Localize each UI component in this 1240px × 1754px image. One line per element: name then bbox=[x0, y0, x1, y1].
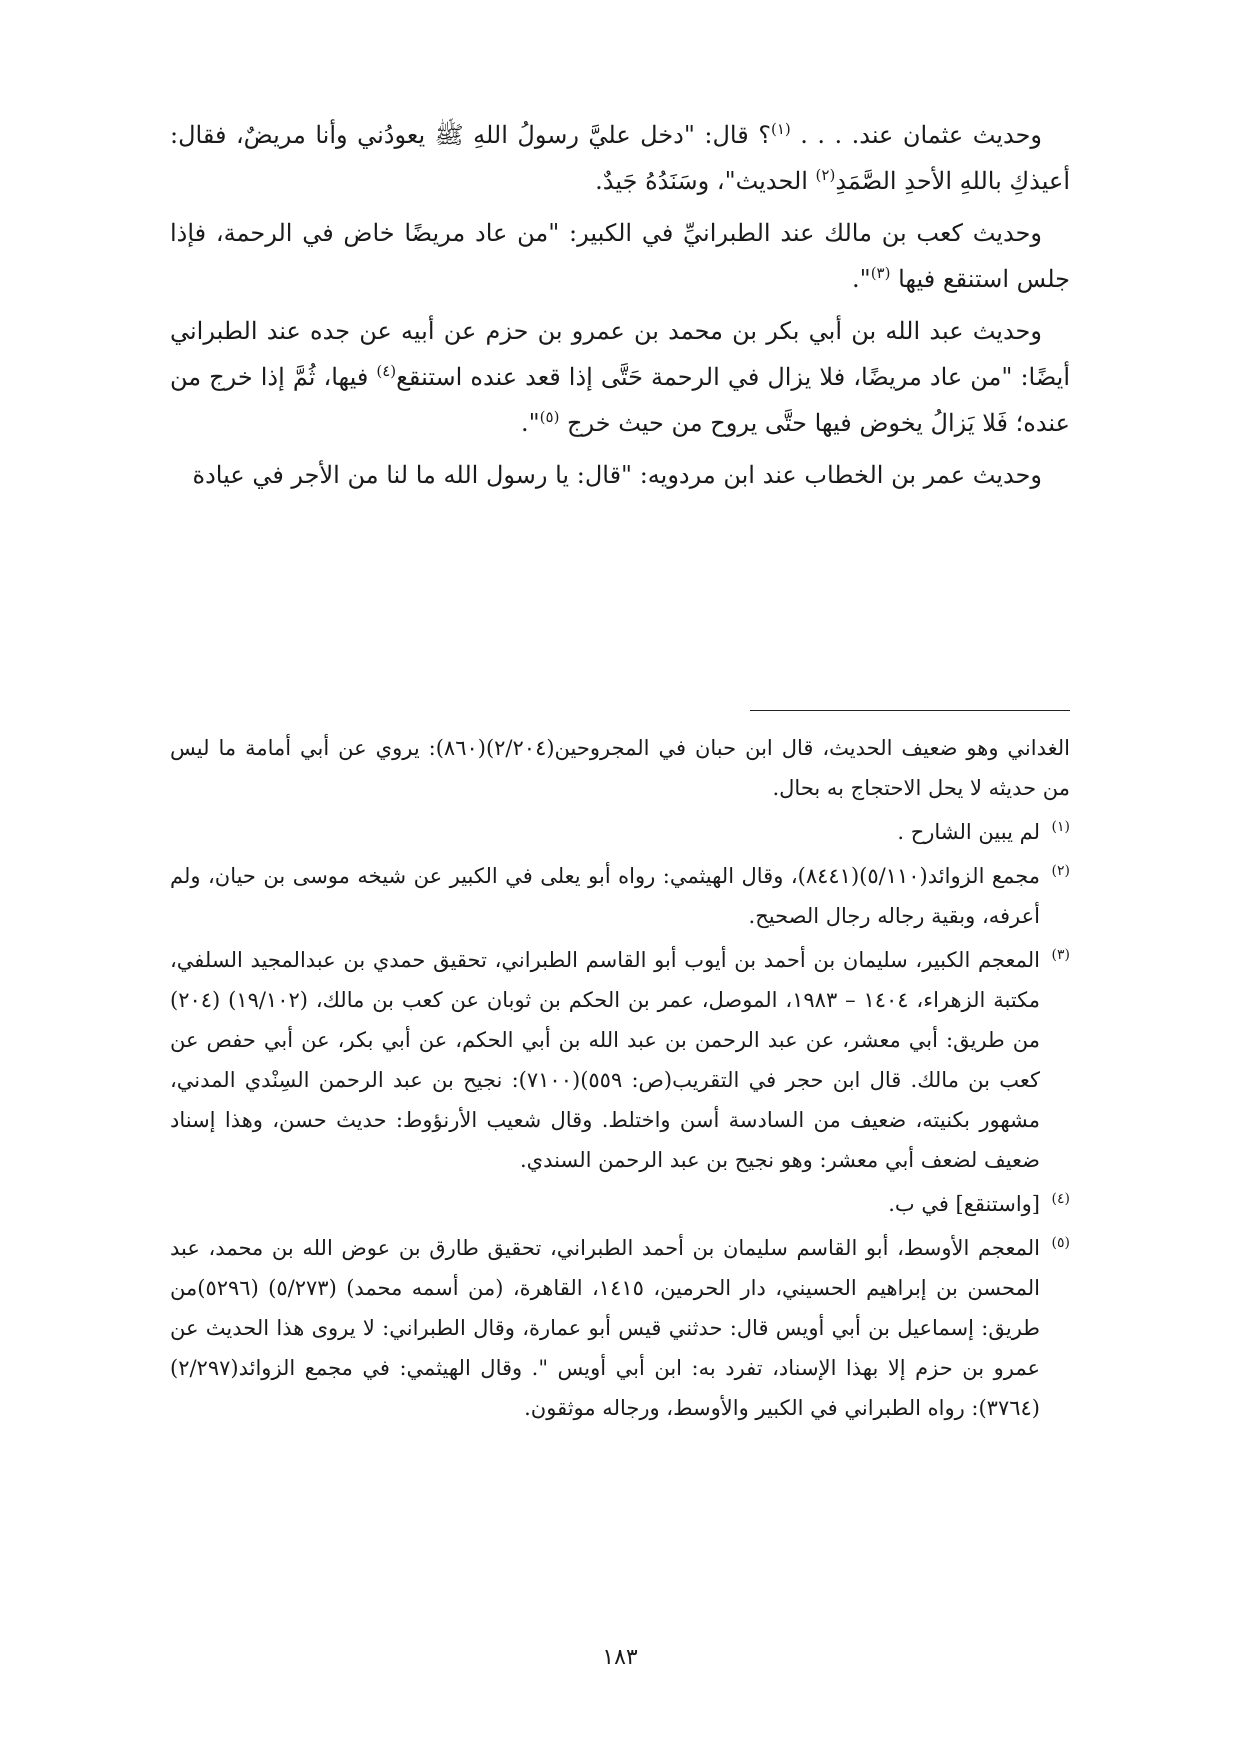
footnote-text: [واستنقع] في ب. bbox=[888, 1192, 1040, 1216]
footnote-2 bbox=[170, 856, 1070, 936]
footnote-3 bbox=[170, 940, 1070, 1180]
footnote-continuation: الغداني وهو ضعيف الحديث، قال ابن حبان في المجروحين(٢/٢٠٤)(٨٦٠): يروي عن أبي أمامة ما ليس من حديثه لا يحل الاحتجاج به بحال. bbox=[170, 736, 1070, 800]
footnote-ref-3[interactable]: (٣) bbox=[870, 264, 891, 282]
footnote-number: (٤) bbox=[1051, 1191, 1070, 1207]
footnote-number: (١) bbox=[1051, 819, 1070, 835]
paragraph-text: وحديث عثمان عند. . . . bbox=[790, 121, 1043, 149]
footnote-1 bbox=[170, 812, 1070, 852]
footnote-text: المعجم الكبير، سليمان بن أحمد بن أيوب أبو القاسم الطبراني، تحقيق حمدي بن عبدالمجيد السلفي، مكتبة الزهراء، ١٤٠٤ – ١٩٨٣، الموصل، عمر بن الحكم بن ثوبان عن كعب بن مالك، (١٩/١٠٢) (٢٠٤) من طريق: أبي معشر، عن عبد الرحمن بن عبد الله بن أبي الحكم، عن أبي بكر، عن أبي حفص عن كعب بن مالك. قال ابن حجر في التقريب(ص: ٥٥٩)(٧١٠٠): نجيح بن عبد الرحمن السِنْدي المدني، مشهور بكنيته، ضعيف من السادسة أسن واختلط. وقال شعيب الأرنؤوط: حديث حسن، وهذا إسناد ضعيف لضعف أبي معشر: وهو نجيح بن عبد الرحمن السندي. bbox=[170, 948, 1041, 1172]
footnote-number: (٣) bbox=[1051, 947, 1070, 963]
paragraph-kaab bbox=[170, 210, 1070, 302]
footnote-divider bbox=[750, 710, 1070, 711]
paragraph-abdullah bbox=[170, 308, 1070, 446]
footnote-4 bbox=[170, 1184, 1070, 1224]
footnote-ref-5[interactable]: (٥) bbox=[539, 408, 560, 426]
footnote-ref-2[interactable]: (٢) bbox=[815, 166, 836, 184]
paragraph-text: الحديث"، وسَنَدُهُ جَيدٌ. bbox=[595, 167, 816, 195]
footnote-text: لم يبين الشارح . bbox=[897, 820, 1040, 844]
paragraph-text: فيها، ثُمَّ إذا خرج من عنده؛ فَلا يَزالُ يخوض فيها حتَّى يروح من حيث خرج bbox=[170, 363, 1070, 437]
paragraph-text: وحديث عبد الله بن أبي بكر بن محمد بن عمرو بن حزم عن أبيه عن جده عند الطبراني أيضًا: "من عاد مريضًا، فلا يزال في الرحمة حَتَّى إذا قعد عنده استنقع bbox=[170, 317, 1070, 391]
paragraph-text: ؟ قال: "دخل عليَّ رسولُ اللهِ ﷺ يعودُني وأنا مريضٌ، فقال: أعيذكِ باللهِ الأحدِ الصَّمَدِ bbox=[170, 121, 1070, 195]
page-number: ١٨٣ bbox=[602, 1645, 638, 1670]
paragraph-text: وحديث كعب بن مالك عند الطبرانيِّ في الكبير: "من عاد مريضًا خاض في الرحمة، فإذا جلس استنقع فيها bbox=[170, 219, 1070, 293]
footnote-text: المعجم الأوسط، أبو القاسم سليمان بن أحمد الطبراني، تحقيق طارق بن عوض الله بن محمد، عبد المحسن بن إبراهيم الحسيني، دار الحرمين، ١٤١٥، القاهرة، (من أسمه محمد) (٥/٢٧٣) (٥٢٩٦)من طريق: إسماعيل بن أبي أويس قال: حدثني قيس أبو عمارة، وقال الطبراني: لا يروى هذا الحديث عن عمرو بن حزم إلا بهذا الإسناد، تفرد به: ابن أبي أويس ". وقال الهيثمي: في مجمع الزوائد(٢/٢٩٧)(٣٧٦٤): رواه الطبراني في الكبير والأوسط، ورجاله موثقون. bbox=[170, 1236, 1040, 1420]
footnote-ref-1[interactable]: (١) bbox=[770, 120, 791, 138]
paragraph-text: ". bbox=[852, 265, 871, 293]
footnote-number: (٥) bbox=[1051, 1235, 1070, 1251]
paragraph-text: ". bbox=[520, 409, 540, 437]
footnotes bbox=[170, 728, 1070, 1432]
main-text bbox=[170, 112, 1070, 504]
paragraph-text: وحديث عمر بن الخطاب عند ابن مردويه: "قال: يا رسول الله ما لنا من الأجر في عيادة bbox=[192, 461, 1042, 489]
footnote-5 bbox=[170, 1228, 1070, 1428]
footnote-ref-4[interactable]: (٤) bbox=[376, 362, 397, 380]
footnote-number: (٢) bbox=[1051, 863, 1070, 879]
paragraph-umar bbox=[170, 452, 1070, 498]
footnote-text: مجمع الزوائد(٥/١١٠)(٨٤٤١)، وقال الهيثمي: رواه أبو يعلى في الكبير عن شيخه موسى بن حيان، ولم أعرفه، وبقية رجاله رجال الصحيح. bbox=[170, 864, 1041, 928]
paragraph-uthman bbox=[170, 112, 1070, 204]
